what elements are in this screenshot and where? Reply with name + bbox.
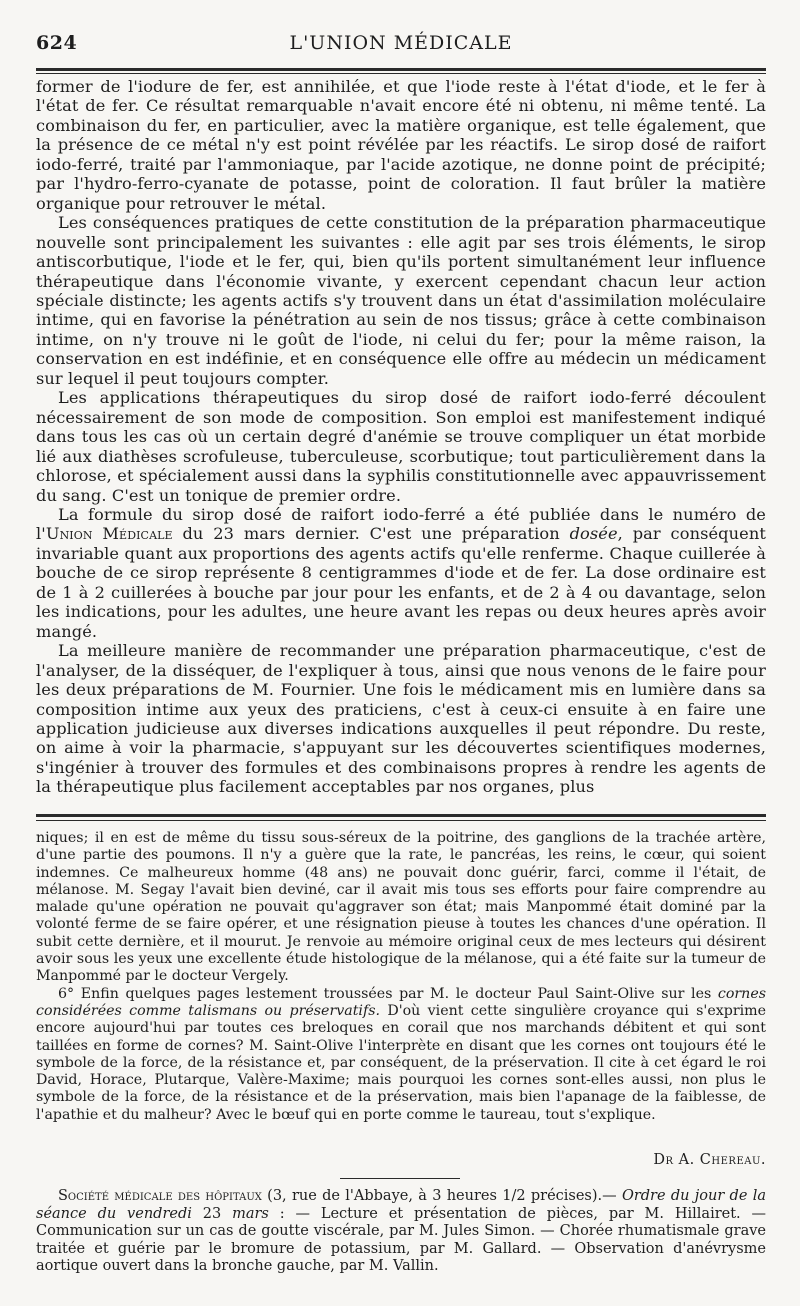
page-header xyxy=(36,32,766,62)
society-text-b: 23 xyxy=(191,1205,233,1222)
main-text xyxy=(36,77,766,797)
emphasis-dosee: dosée xyxy=(569,524,618,544)
society-text-a: (3, rue de l'Abbaye, à 3 heures 1/2 précises).— xyxy=(261,1188,622,1204)
society-notice xyxy=(36,1188,766,1276)
paragraph-4-part-c: , par conséquent invariable quant aux proportions des agents actifs qu'elle renferme. Chaque cuillerée à bouche de ce sirop représente 8 centigrammes d'iode et de fer. La dose ordinaire est de 1 à 2 cuillerées à bouche par jour pour les enfants, et de 2 à 4 ou davantage, selon les indications, pour les adultes, une heure avant les repas ou deux heures après avoir mangé. xyxy=(36,524,766,641)
footnote-item-6-part-b: D'où vient cette singulière croyance qui s'exprime encore aujourd'hui par toutes ces breloques en corail que nos marchands débitent et qui sont taillées en forme de cornes? M. Saint-Olive l'interprète en disant que les cornes ont toujours été le symbole de la force, de la résistance et, par conséquent, de la préservation. Il cite à cet égard le roi David, Horace, Plutarque, Valère-Maxime; mais pourquoi les cornes sont-elles aussi, non plus le symbole de la force, de la résistance et de la préservation, mais bien l'apanage de la faiblesse, de l'apathie et du malheur? Avec le bœuf qui en porte comme le taureau, tout s'explique. xyxy=(36,1002,766,1123)
section-divider xyxy=(340,1178,460,1179)
running-title: L'UNION MÉDICALE xyxy=(289,32,513,54)
footnote-item-6-part-a: 6° Enfin quelques pages lestement troussées par M. le docteur Paul Saint-Olive sur les xyxy=(58,985,718,1002)
paragraph-4-part-b: du 23 mars dernier. C'est une préparation xyxy=(172,524,570,544)
paragraph-3: Les applications thérapeutiques du sirop dosé de raifort iodo-ferré découlent nécessairement de son mode de composition. Son emploi est manifestement indiqué dans tous les cas où un certain degré d'anémie se trouve compliquer un état morbide lié aux diathèses scrofuleuse, tuberculeuse, scorbutique; tout particulièrement dans la chlorose, et spécialement aussi dans la syphilis constitutionnelle avec appauvrissement du sang. C'est un tonique de premier ordre. xyxy=(36,388,766,505)
society-text-c: : — Lecture et présentation de pièces, par M. Hillairet. — Communication sur un cas de goutte viscérale, par M. Jules Simon. — Chorée rhumatismale grave traitée et guérie par le bromure de potassium, par M. Gallard. — Observation d'anévrysme aortique ouvert dans la bronche gauche, par M. Vallin. xyxy=(36,1205,767,1275)
footnote-item-6 xyxy=(36,986,766,1124)
society-name: Société médicale des hôpitaux xyxy=(58,1188,262,1204)
page-number: 624 xyxy=(36,32,78,54)
footnote-rule xyxy=(36,814,766,817)
society-agenda-italic: Ordre du jour de la séance du vendredi xyxy=(36,1188,766,1222)
footnotes xyxy=(36,830,766,1124)
society-month-italic: mars xyxy=(232,1205,269,1222)
header-rule xyxy=(36,68,766,71)
paragraph-1: former de l'iodure de fer, est annihilée, et que l'iode reste à l'état d'iode, et le fer à l'état de fer. Ce résultat remarquable n'avait encore été ni obtenu, ni même tenté. La combinaison du fer, en particulier, avec la matière organique, est telle également, que la présence de ce métal n'y est point révélée par les réactifs. Le sirop dosé de raifort iodo-ferré, traité par l'ammoniaque, par l'acide azotique, ne donne point de précipité; par l'hydro-ferro-cyanate de potasse, point de coloration. Il faut brûler la matière organique pour retrouver le métal. xyxy=(36,77,766,213)
footnote-continuation: niques; il en est de même du tissu sous-séreux de la poitrine, des ganglions de la trachée artère, d'une partie des poumons. Il n'y a guère que la rate, le pancréas, les reins, le cœur, qui soient indemnes. Ce malheureux homme (48 ans) ne pouvait donc guérir, farci, comme il l'était, de mélanose. M. Segay l'avait bien deviné, car il avait mis tous ses efforts pour faire comprendre au malade qu'une opération ne pouvait qu'aggraver son état; mais Manpommé était dominé par la volonté ferme de se faire opérer, et une résignation pieuse à toutes les chances d'une opération. Il subit cette dernière, et il mourut. Je renvoie au mémoire original ceux de mes lecteurs qui désirent avoir sous les yeux une excellente étude histologique de la mélanose, qui a été faite sur la tumeur de Manpommé par le docteur Vergely. xyxy=(36,830,766,985)
paragraph-4 xyxy=(36,505,766,641)
paragraph-2: Les conséquences pratiques de cette constitution de la préparation pharmaceutique nouvelle sont principalement les suivantes : elle agit par ses trois éléments, le sirop antiscorbutique, l'iode et le fer, qui, bien qu'ils portent simultanément leur influence thérapeutique dans l'économie vivante, y exercent cependant chacun leur action spéciale distincte; les agents actifs s'y trouvent dans un état d'assimilation moléculaire intime, qui en favorise la pénétration au sein de nos tissus; grâce à cette combinaison intime, on n'y trouve ni le goût de l'iode, ni celui du fer; pour la même raison, la conservation en est indéfinie, et en conséquence elle offre au médecin un médicament sur lequel il peut toujours compter. xyxy=(36,213,766,388)
author-signature: Dr A. Chereau. xyxy=(653,1152,766,1168)
paragraph-4-part-a: La formule du sirop dosé de raifort iodo-ferré a été publiée dans le numéro de l' xyxy=(36,504,766,544)
footnote-rule-thin xyxy=(36,820,766,821)
paragraph-5: La meilleure manière de recommander une préparation pharmaceutique, c'est de l'analyser, de la disséquer, de l'expliquer à tous, ainsi que nous venons de le faire pour les deux préparations de M. Fournier. Une fois le médicament mis en lumière dans sa composition intime aux yeux des praticiens, c'est à ceux-ci ensuite à en faire une application judicieuse aux diverses indications auxquelles il peut répondre. Du reste, on aime à voir la pharmacie, s'appuyant sur les découvertes scientifiques modernes, s'ingénier à trouver des formules et des combinaisons propres à rendre les agents de la thérapeutique plus facilement acceptables par nos organes, plus xyxy=(36,641,766,797)
header-rule-thin xyxy=(36,73,766,74)
society-paragraph xyxy=(36,1188,766,1276)
footnote-item-6-italic: cornes considérées comme talismans ou préservatifs. xyxy=(36,985,766,1019)
journal-name: Union Médicale xyxy=(45,524,173,544)
